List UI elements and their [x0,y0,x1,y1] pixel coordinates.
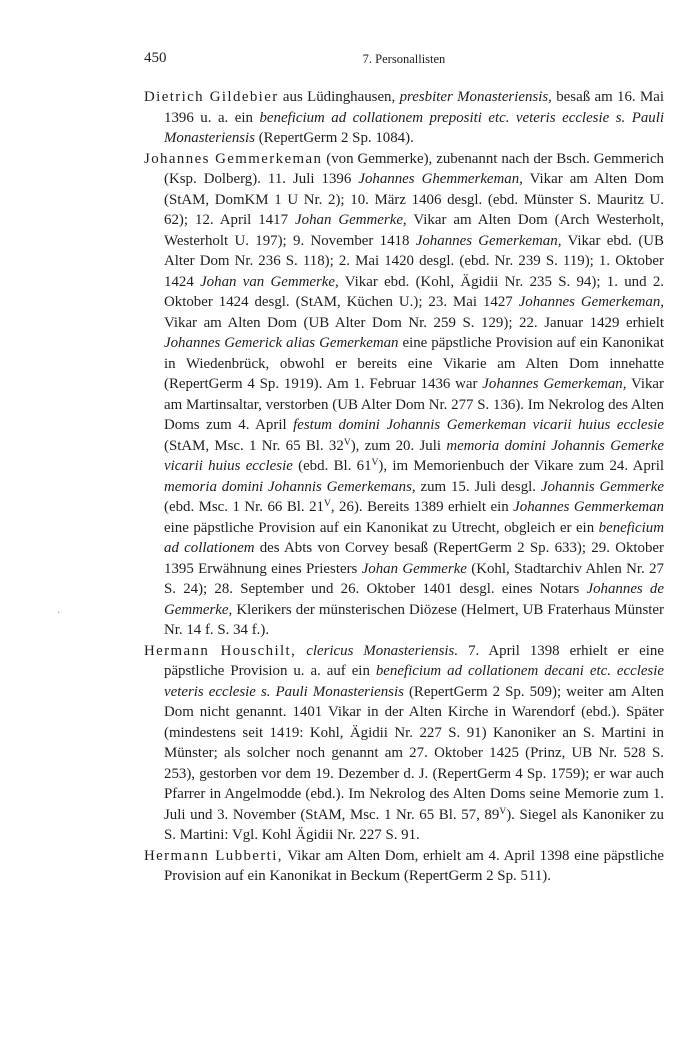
personnel-entry [144,149,664,641]
personnel-entry [144,641,664,846]
entry-text: Vikar ebd. (UB Alter Dom Nr. 236 S. 118); 2. Mai 1420 desgl. (ebd. Nr. 239 S. 119); 1. Oktober 1424 [164,232,664,290]
entry-text: ), im Memorienbuch der Vikare zum 24. April [378,458,664,474]
personnel-entry [144,846,664,887]
running-head: 7. Personallisten [362,52,446,66]
italic-text: Johannes Gemmerkeman [513,499,664,515]
entry-text: eine päpstliche Provision auf ein Kanonikat zu Utrecht, obgleich er ein [164,519,599,536]
entry-text: Vikar ebd. (Kohl, Ägidii Nr. 235 S. 94); 1. und 2. Oktober 1424 desgl. (StAM, Küchen U.); 23. Mai 1427 [164,273,664,310]
italic-text: beneficium ad collationem [164,519,664,556]
entry-text: (von Gemmerke), zubenannt nach der Bsch. Gemmerich (Ksp. Dolberg). 11. Juli 1396 [164,150,664,187]
person-name: Hermann Houschilt, [144,642,297,659]
entry-text: (RepertGerm 2 Sp. 1084). [255,130,414,146]
superscript: V [499,806,507,817]
margin-mark: · [57,608,61,619]
entry-text: (ebd. Msc. 1 Nr. 66 Bl. 21 [164,499,324,515]
superscript: V [371,458,379,468]
italic-text: Johannes Gemerkeman, [518,294,664,310]
page-header [144,50,664,72]
entry-text: (RepertGerm 2 Sp. 509); weiter am Alten Dom nicht genannt. 1401 Vikar in der Alten Kirche in Warendorf (ebd.). Später (mindestens seit 1419: Kohl, Ägidii Nr. 227 S. 91) Kanoniker an S. Martini in Münster; als solcher noch genannt am 27. Oktober 1425 (Prinz, UB Nr. 528 S. 253), gestorben vor dem 19. Dezember d. J. (RepertGerm 4 Sp. 1759); er war auch Pfarrer in Angelmodde (ebd.). Im Nekrolog des Alten Doms seine Memorie zum 1. Juli und 3. November (StAM, Msc. 1 Nr. 65 Bl. 57, 89 [164,683,664,823]
italic-text: memoria domini Johannis Gemerkemans, [164,478,416,495]
italic-text: memoria domini Johannis Gemerke vicarii huius ecclesie [164,437,664,474]
italic-text: beneficium ad collationem prepositi etc. veteris ecclesie s. Pauli Monasteriensis [164,109,664,146]
page-number: 450 [144,50,167,66]
italic-text: Johannis Gemmerke [540,478,665,495]
entry-text: ). Siegel als Kanoniker zu S. Martini: Vgl. Kohl Ägidii Nr. 227 S. 91. [164,806,664,843]
entry-text: 7. April 1398 erhielt er eine päpstliche Provision u. a. auf ein [164,642,664,679]
entry-text: (StAM, Msc. 1 Nr. 65 Bl. 32 [164,437,344,454]
italic-text: beneficium ad collationem decani etc. ecclesie veteris ecclesie s. Pauli Monasteriensis [164,663,664,700]
italic-text: Johannes de Gemmerke, [164,581,664,618]
entry-text: aus Lüdinghausen, [278,89,400,105]
entry-text: besaß am 16. Mai 1396 u. a. ein [164,89,664,126]
person-name: Johannes Gemmerkeman [144,150,323,167]
entry-text: ), zum 20. Juli [350,437,447,454]
entry-text: des Abts von Corvey besaß (RepertGerm 2 Sp. 633); 29. Oktober 1395 Erwähnung eines Priesters [164,540,664,577]
entry-text: Vikar am Alten Dom (StAM, DomKM 1 U Nr. 2); 10. März 1406 desgl. (ebd. Münster S. Mauritz U. 62); 12. April 1417 [164,171,664,228]
italic-text: Johannes Gemerick alias Gemerkeman [164,335,399,351]
superscript: V [323,499,331,509]
italic-text: Johan van Gemmerke, [200,273,339,290]
entry-text: (ebd. Bl. 61 [292,458,372,474]
person-name: Hermann Lubberti, [144,847,283,864]
entry-text: Vikar am Alten Dom (UB Alter Dom Nr. 259 S. 129); 22. Januar 1429 erhielt [164,314,664,331]
italic-text: clericus Monasteriensis. [306,642,459,659]
italic-text: Johan Gemmerke [361,560,467,577]
person-name: Dietrich Gildebier [144,89,279,105]
entry-text: , 26). Bereits 1389 erhielt ein [330,499,514,515]
italic-text: Johannes Gemerkeman, [482,376,627,392]
entry-text [296,643,306,659]
entry-text: (Kohl, Stadtarchiv Ahlen Nr. 27 S. 24); 28. September und 26. Oktober 1401 desgl. eines Notars [164,560,664,597]
superscript: V [343,437,351,448]
italic-text: festum domini Johannis Gemerkeman vicarii huius ecclesie [293,417,664,433]
entry-text: Vikar am Martinsaltar, verstorben (UB Alter Dom Nr. 277 S. 136). Im Nekrolog des Alten Doms zum 4. April [164,376,664,433]
entry-text: Vikar am Alten Dom, erhielt am 4. April 1398 eine päpstliche Provision auf ein Kanonikat in Beckum (RepertGerm 2 Sp. 511). [164,847,664,884]
italic-text: presbiter Monasteriensis, [399,89,552,105]
entry-text: eine päpstliche Provision auf ein Kanonikat in Wiedenbrück, obwohl er bereits eine Vikarie am Alten Dom innehatte (RepertGerm 4 Sp. 1919). Am 1. Februar 1436 war [164,335,664,392]
italic-text: Johan Gemmerke, [295,212,407,228]
entry-text: Klerikers der münsterischen Diözese (Helmert, UB Fraterhaus Münster Nr. 14 f. S. 34 f.). [164,601,664,638]
italic-text: Johannes Ghemmerkeman, [358,171,523,187]
italic-text: Johannes Gemerkeman, [415,232,562,249]
entry-text: zum 15. Juli desgl. [415,478,541,495]
entry-text: Vikar am Alten Dom (Arch Westerholt, Westerholt U. 197); 9. November 1418 [164,212,665,249]
entry-list [144,87,664,887]
personnel-entry [144,87,664,149]
